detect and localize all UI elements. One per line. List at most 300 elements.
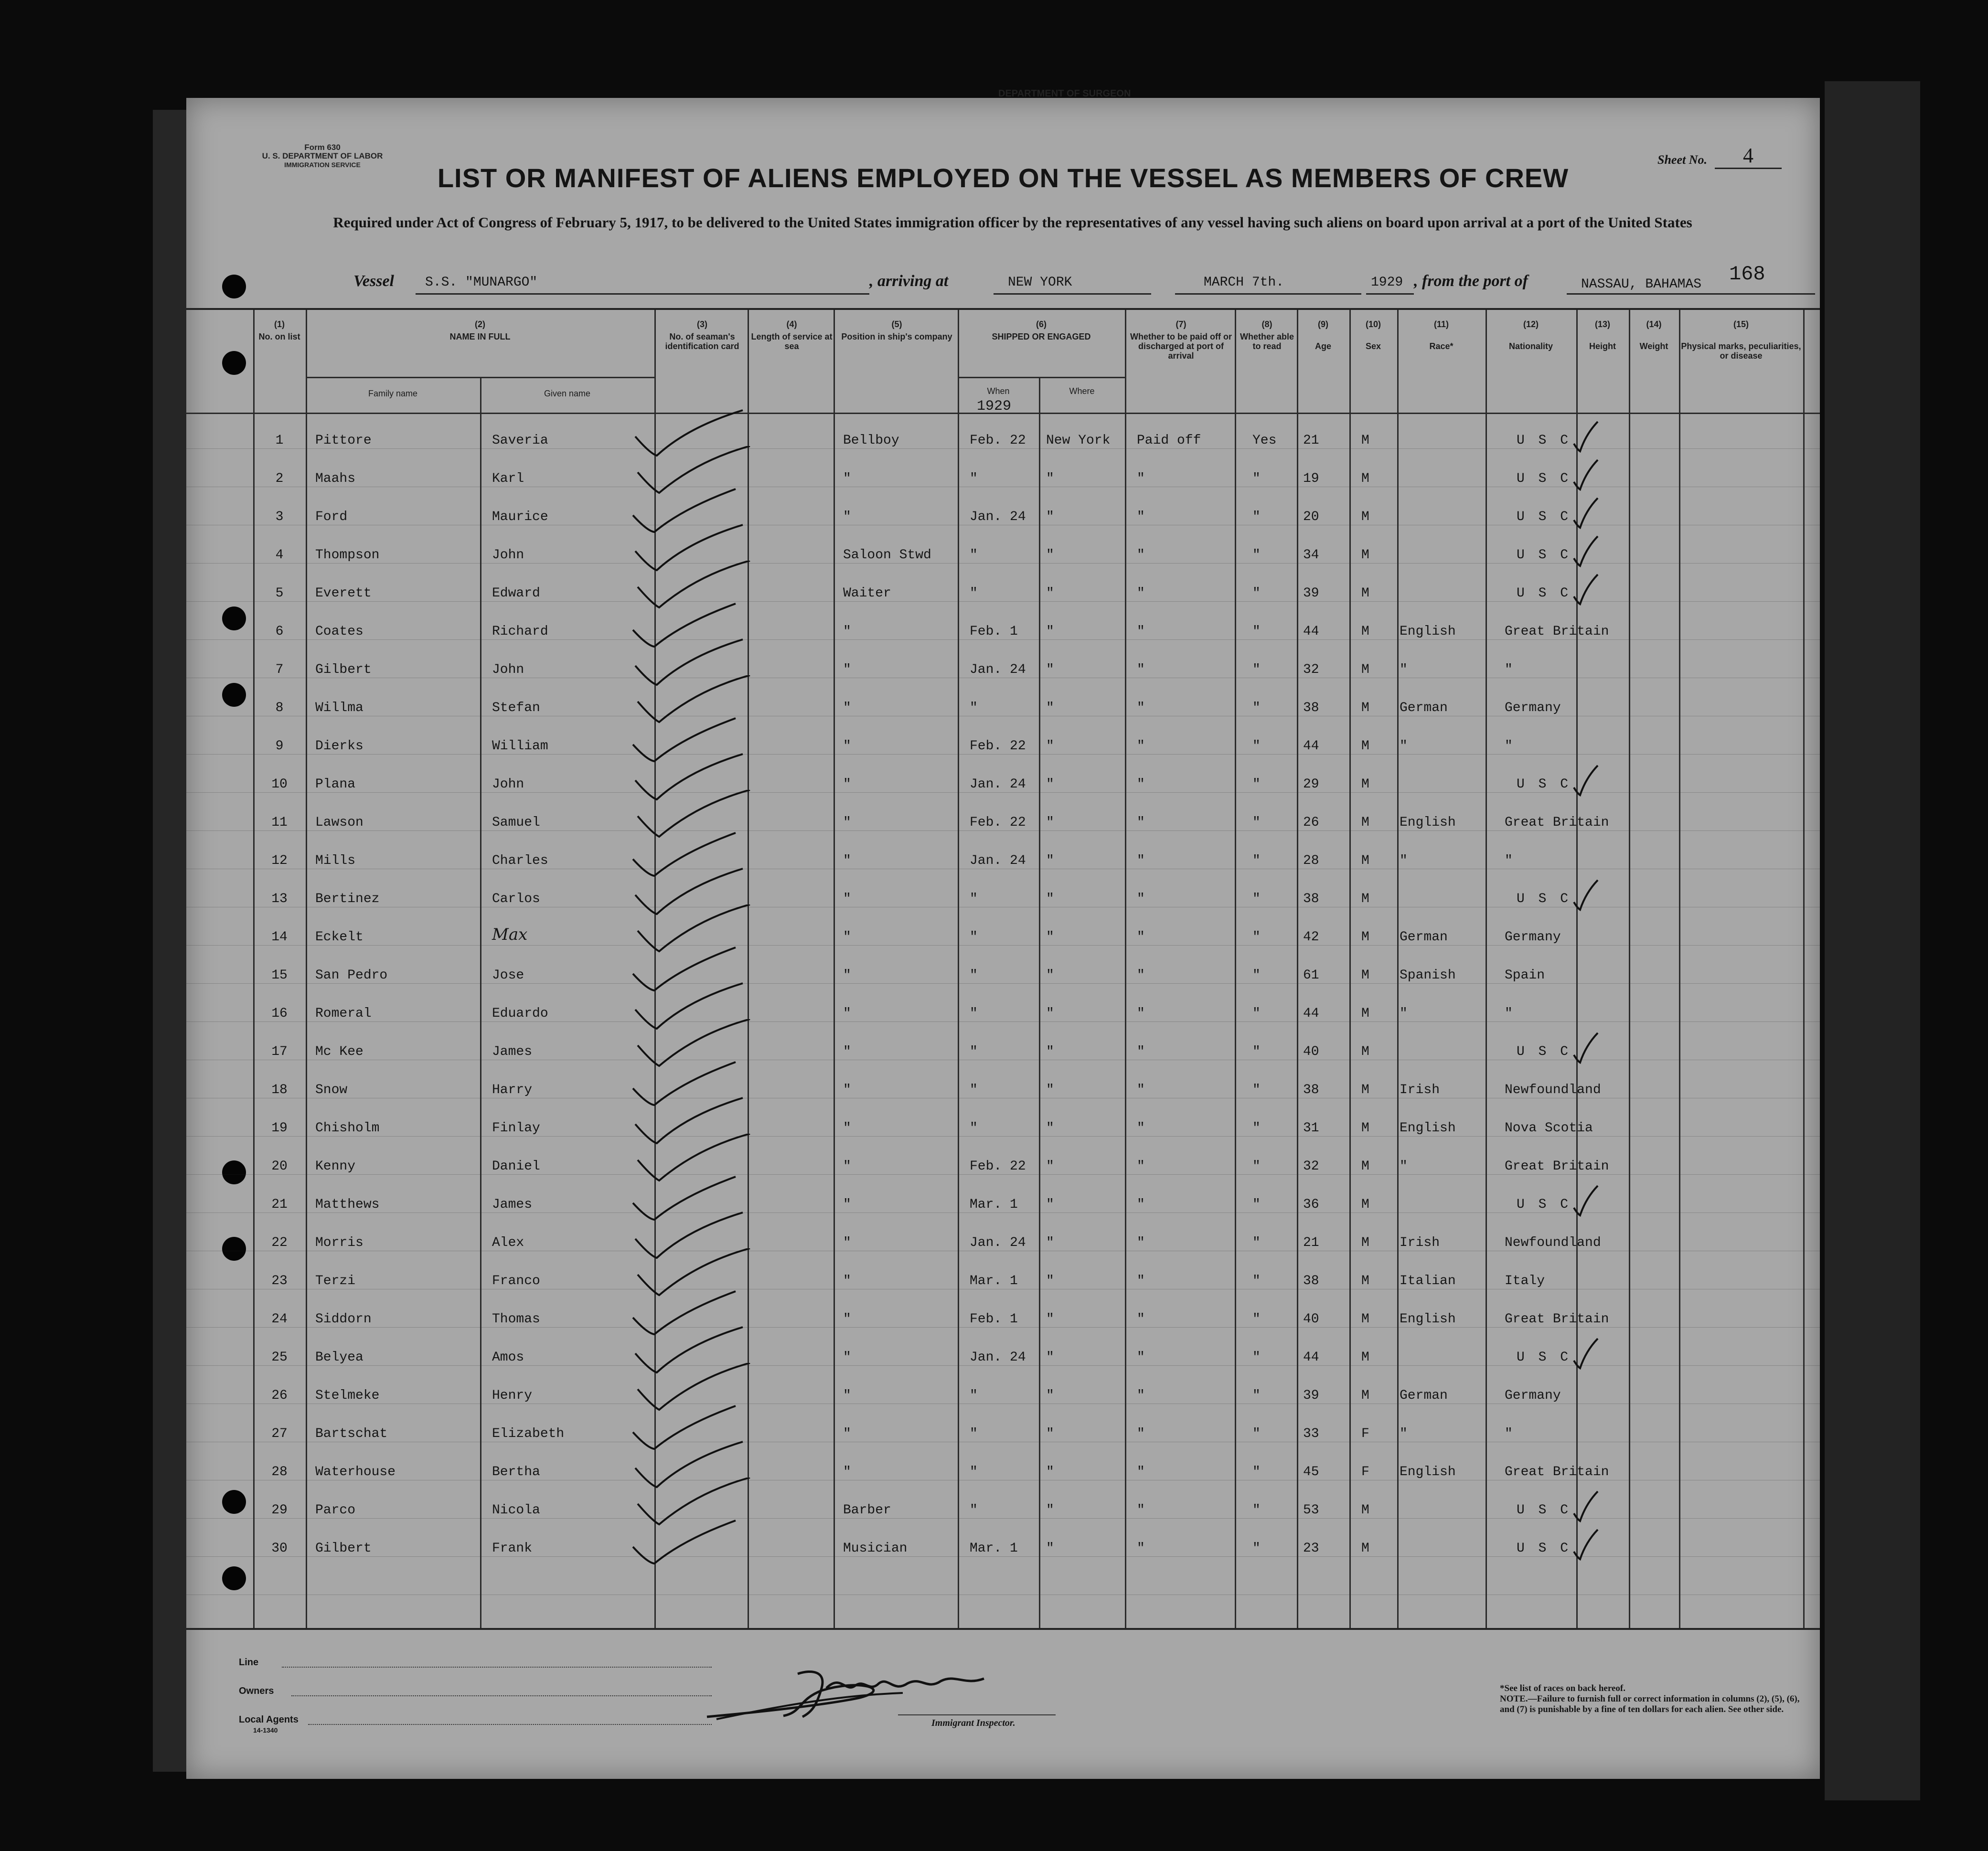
- paid-off-cell: ": [1137, 1121, 1145, 1136]
- table-row: [186, 1418, 1820, 1456]
- tick-mark-icon: [1571, 534, 1600, 568]
- able-to-read-cell: ": [1252, 1465, 1261, 1479]
- sex-cell: M: [1361, 853, 1369, 868]
- able-to-read-cell: ": [1252, 701, 1261, 715]
- shipped-when-cell: ": [970, 1083, 978, 1097]
- family-name-cell: Matthews: [315, 1197, 380, 1212]
- position-cell: ": [843, 1274, 851, 1288]
- nationality-cell: ": [1505, 1006, 1513, 1021]
- given-name-cell: Elizabeth: [492, 1426, 565, 1441]
- race-cell: Italian: [1400, 1274, 1456, 1288]
- nationality-cell: Italy: [1505, 1274, 1545, 1288]
- paid-off-cell: ": [1137, 815, 1145, 830]
- header-col-2-label: NAME IN FULL: [449, 332, 511, 341]
- sex-cell: M: [1361, 471, 1369, 486]
- race-cell: ": [1400, 662, 1408, 677]
- family-name-cell: Plana: [315, 777, 356, 792]
- row-number-cell: 15: [271, 968, 288, 983]
- nationality-cell: U S C: [1517, 510, 1571, 524]
- age-cell: 36: [1303, 1197, 1319, 1212]
- shipped-where-cell: ": [1046, 701, 1054, 715]
- paid-off-cell: ": [1137, 1235, 1145, 1250]
- vessel-label: Vessel: [353, 272, 394, 290]
- sex-cell: M: [1361, 701, 1369, 715]
- paid-off-cell: ": [1137, 853, 1145, 868]
- arrival-date-underline: [1175, 293, 1361, 295]
- tick-mark-icon: [1571, 1031, 1600, 1064]
- manifest-sheet: [186, 88, 1820, 1779]
- family-name-cell: Dierks: [315, 739, 363, 754]
- shipped-when-cell: Mar. 1: [970, 1274, 1018, 1288]
- sex-cell: F: [1361, 1465, 1369, 1479]
- family-name-cell: Maahs: [315, 471, 356, 486]
- family-name-cell: Willma: [315, 701, 363, 715]
- position-cell: ": [843, 1159, 851, 1174]
- family-name-cell: Eckelt: [315, 930, 363, 945]
- nationality-cell: Great Britain: [1505, 1159, 1609, 1174]
- shipped-where-cell: ": [1046, 1121, 1054, 1136]
- age-cell: 39: [1303, 586, 1319, 601]
- arriving-port-underline: [994, 293, 1151, 295]
- able-to-read-cell: ": [1252, 1197, 1261, 1212]
- age-cell: 39: [1303, 1388, 1319, 1403]
- row-number-cell: 23: [271, 1274, 288, 1288]
- shipped-where-cell: ": [1046, 853, 1054, 868]
- family-name-cell: Parco: [315, 1503, 356, 1518]
- nationality-cell: U S C: [1517, 1541, 1571, 1556]
- vessel-name: S.S. "MUNARGO": [425, 275, 538, 290]
- tick-mark-icon: [1571, 1184, 1600, 1217]
- paid-off-cell: ": [1137, 892, 1145, 906]
- shipped-when-cell: ": [970, 701, 978, 715]
- position-cell: ": [843, 662, 851, 677]
- given-name-cell: John: [492, 662, 524, 677]
- row-number-cell: 1: [275, 433, 284, 448]
- nationality-cell: U S C: [1517, 548, 1571, 563]
- shipped-when-cell: Mar. 1: [970, 1541, 1018, 1556]
- family-name-cell: Romeral: [315, 1006, 372, 1021]
- header-col-5-label: Position in ship's company: [841, 332, 952, 341]
- header-col-14-number: (14): [1646, 319, 1662, 329]
- position-cell: ": [843, 892, 851, 906]
- age-cell: 44: [1303, 624, 1319, 639]
- paid-off-cell: ": [1137, 1159, 1145, 1174]
- sex-cell: M: [1361, 1121, 1369, 1136]
- nationality-cell: Great Britain: [1505, 1465, 1609, 1479]
- family-name-cell: Thompson: [315, 548, 380, 563]
- given-name-cell: Max: [492, 925, 528, 944]
- age-cell: 34: [1303, 548, 1319, 563]
- sex-cell: M: [1361, 624, 1369, 639]
- sex-cell: M: [1361, 892, 1369, 906]
- paid-off-cell: ": [1137, 777, 1145, 792]
- able-to-read-cell: Yes: [1252, 433, 1277, 448]
- nationality-cell: U S C: [1517, 433, 1571, 448]
- table-row: [186, 1189, 1820, 1227]
- row-number-cell: 8: [275, 701, 284, 715]
- row-number-cell: 21: [271, 1197, 288, 1212]
- able-to-read-cell: ": [1252, 471, 1261, 486]
- paid-off-cell: ": [1137, 1197, 1145, 1212]
- shipped-where-cell: ": [1046, 1274, 1054, 1288]
- shipped-when-cell: Jan. 24: [970, 777, 1026, 792]
- shipped-when-cell: ": [970, 1006, 978, 1021]
- sex-cell: M: [1361, 1006, 1369, 1021]
- row-number-cell: 2: [275, 471, 284, 486]
- from-port-underline: [1567, 293, 1815, 295]
- shipped-when-cell: ": [970, 1465, 978, 1479]
- nationality-cell: Nova Scotia: [1505, 1121, 1593, 1136]
- paid-off-cell: ": [1137, 1503, 1145, 1518]
- shipped-where-cell: ": [1046, 968, 1054, 983]
- vessel-line: [186, 272, 1820, 298]
- nationality-cell: Newfoundland: [1505, 1235, 1601, 1250]
- sex-cell: M: [1361, 662, 1369, 677]
- position-cell: Bellboy: [843, 433, 899, 448]
- shipped-where-cell: ": [1046, 815, 1054, 830]
- able-to-read-cell: ": [1252, 510, 1261, 524]
- arrival-year-underline: [1366, 293, 1414, 295]
- table-row: [186, 616, 1820, 654]
- table-row: [186, 1150, 1820, 1189]
- age-cell: 31: [1303, 1121, 1319, 1136]
- table-row: [186, 654, 1820, 692]
- table-row: [186, 463, 1820, 501]
- position-cell: ": [843, 1083, 851, 1097]
- header-col-4-number: (4): [786, 319, 797, 329]
- header-col-1-number: (1): [274, 319, 285, 329]
- shipped-when-cell: ": [970, 471, 978, 486]
- family-name-cell: Morris: [315, 1235, 363, 1250]
- race-cell: Spanish: [1400, 968, 1456, 983]
- family-name-cell: Ford: [315, 510, 348, 524]
- shipped-where-cell: ": [1046, 1235, 1054, 1250]
- age-cell: 28: [1303, 853, 1319, 868]
- shipped-when-cell: ": [970, 1121, 978, 1136]
- able-to-read-cell: ": [1252, 1235, 1261, 1250]
- shipped-when-cell: Feb. 22: [970, 815, 1026, 830]
- paid-off-cell: ": [1137, 930, 1145, 945]
- given-name-cell: James: [492, 1044, 533, 1059]
- shipped-when-cell: ": [970, 968, 978, 983]
- manifest-number: 168: [1729, 263, 1765, 286]
- race-cell: English: [1400, 1312, 1456, 1327]
- owners-label: Owners: [239, 1686, 274, 1696]
- vessel-name-underline: [416, 293, 869, 295]
- header-col-15: [1679, 319, 1803, 361]
- position-cell: ": [843, 1350, 851, 1365]
- shipped-when-cell: Feb. 22: [970, 1159, 1026, 1174]
- given-name-cell: Saveria: [492, 433, 548, 448]
- tick-mark-icon: [1571, 1489, 1600, 1523]
- race-cell: German: [1400, 701, 1448, 715]
- shipped-where-cell: ": [1046, 1503, 1054, 1518]
- check-mark-icon: [631, 1516, 759, 1568]
- able-to-read-cell: ": [1252, 1388, 1261, 1403]
- owners-field: [291, 1695, 712, 1696]
- given-name-cell: Henry: [492, 1388, 533, 1403]
- nationality-cell: U S C: [1517, 1350, 1571, 1365]
- arrival-date: MARCH 7th.: [1204, 275, 1284, 290]
- shipped-where-cell: ": [1046, 1465, 1054, 1479]
- position-cell: ": [843, 471, 851, 486]
- age-cell: 40: [1303, 1044, 1319, 1059]
- nationality-cell: U S C: [1517, 777, 1571, 792]
- row-number-cell: 18: [271, 1083, 288, 1097]
- sex-cell: M: [1361, 1350, 1369, 1365]
- position-cell: ": [843, 1121, 851, 1136]
- row-number-cell: 29: [271, 1503, 288, 1518]
- family-name-cell: Waterhouse: [315, 1465, 396, 1479]
- able-to-read-cell: ": [1252, 968, 1261, 983]
- shipped-where-cell: ": [1046, 1006, 1054, 1021]
- sex-cell: M: [1361, 930, 1369, 945]
- header-col-13: [1576, 319, 1629, 351]
- position-cell: ": [843, 510, 851, 524]
- able-to-read-cell: ": [1252, 1121, 1261, 1136]
- paid-off-cell: ": [1137, 1083, 1145, 1097]
- position-cell: Musician: [843, 1541, 908, 1556]
- row-number-cell: 25: [271, 1350, 288, 1365]
- family-name-cell: Bartschat: [315, 1426, 388, 1441]
- header-col-10: [1349, 319, 1397, 351]
- given-name-cell: Alex: [492, 1235, 524, 1250]
- family-name-cell: Gilbert: [315, 662, 372, 677]
- shipped-where-cell: ": [1046, 548, 1054, 563]
- given-name-cell: Eduardo: [492, 1006, 548, 1021]
- header-col-6-label: SHIPPED OR ENGAGED: [992, 332, 1091, 341]
- header-col-4-label: Length of service at sea: [751, 332, 833, 351]
- paid-off-cell: ": [1137, 701, 1145, 715]
- header-col-9-label: Age: [1315, 341, 1331, 351]
- age-cell: 44: [1303, 1350, 1319, 1365]
- family-name-cell: Mc Kee: [315, 1044, 363, 1059]
- position-cell: ": [843, 853, 851, 868]
- row-number-cell: 19: [271, 1121, 288, 1136]
- row-number-cell: 16: [271, 1006, 288, 1021]
- shipped-where-cell: ": [1046, 1541, 1054, 1556]
- department-name: U. S. DEPARTMENT OF LABOR: [262, 151, 383, 160]
- given-name-cell: Bertha: [492, 1465, 540, 1479]
- header-col-9-number: (9): [1318, 319, 1328, 329]
- table-row: [186, 1341, 1820, 1380]
- age-cell: 38: [1303, 1083, 1319, 1097]
- race-cell: ": [1400, 739, 1408, 754]
- race-cell: English: [1400, 815, 1456, 830]
- form-code: 14-1340: [253, 1726, 278, 1734]
- row-number-cell: 10: [271, 777, 288, 792]
- service-name: IMMIGRATION SERVICE: [284, 161, 361, 169]
- shipped-where-cell: ": [1046, 930, 1054, 945]
- table-row: [186, 807, 1820, 845]
- family-name-cell: Terzi: [315, 1274, 356, 1288]
- sheet-number-label: Sheet No.: [1657, 153, 1707, 167]
- age-cell: 44: [1303, 1006, 1319, 1021]
- row-number-cell: 7: [275, 662, 284, 677]
- header-col-10-label: Sex: [1365, 341, 1381, 351]
- local-agents-label: Local Agents: [239, 1714, 299, 1725]
- paid-off-cell: ": [1137, 1426, 1145, 1441]
- able-to-read-cell: ": [1252, 624, 1261, 639]
- position-cell: ": [843, 1312, 851, 1327]
- able-to-read-cell: ": [1252, 892, 1261, 906]
- header-col-11-label: Race*: [1429, 341, 1454, 351]
- top-stamp: DEPARTMENT OF SURGEON: [998, 88, 1131, 99]
- footer-notes: [1500, 1683, 1815, 1715]
- nationality-cell: Spain: [1505, 968, 1545, 983]
- able-to-read-cell: ": [1252, 1312, 1261, 1327]
- header-col-6-number: (6): [1036, 319, 1047, 329]
- table-row: [186, 1532, 1820, 1571]
- age-cell: 21: [1303, 433, 1319, 448]
- row-number-cell: 30: [271, 1541, 288, 1556]
- header-col-10-number: (10): [1365, 319, 1381, 329]
- sex-cell: F: [1361, 1426, 1369, 1441]
- tick-mark-icon: [1571, 1528, 1600, 1561]
- sheet-number-value: 4: [1715, 143, 1782, 169]
- position-cell: ": [843, 1006, 851, 1021]
- position-cell: Waiter: [843, 586, 891, 601]
- tick-mark-icon: [1571, 573, 1600, 606]
- header-col-2: [306, 319, 654, 341]
- paid-off-cell: ": [1137, 662, 1145, 677]
- position-cell: Barber: [843, 1503, 891, 1518]
- header-col-12-label: Nationality: [1508, 341, 1553, 351]
- shipped-where-cell: ": [1046, 662, 1054, 677]
- given-name-cell: Daniel: [492, 1159, 540, 1174]
- scan-border-left-strip: [153, 110, 186, 1772]
- row-number-cell: 5: [275, 586, 284, 601]
- able-to-read-cell: ": [1252, 1541, 1261, 1556]
- family-name-cell: Chisholm: [315, 1121, 380, 1136]
- tick-mark-icon: [1571, 764, 1600, 797]
- table-row: [186, 577, 1820, 616]
- header-col-15-label: Physical marks, peculiarities, or disease: [1681, 341, 1801, 361]
- form-number: Form 630: [304, 143, 341, 152]
- given-name-cell: John: [492, 777, 524, 792]
- given-name-cell: Thomas: [492, 1312, 540, 1327]
- local-agents-field: [308, 1724, 712, 1725]
- family-name-cell: Siddorn: [315, 1312, 372, 1327]
- sex-cell: M: [1361, 968, 1369, 983]
- family-name-cell: Mills: [315, 853, 356, 868]
- age-cell: 23: [1303, 1541, 1319, 1556]
- position-cell: ": [843, 1388, 851, 1403]
- table-row: [186, 1456, 1820, 1494]
- shipped-where-cell: ": [1046, 1159, 1054, 1174]
- nationality-cell: U S C: [1517, 471, 1571, 486]
- nationality-cell: Great Britain: [1505, 1312, 1609, 1327]
- age-cell: 38: [1303, 701, 1319, 715]
- row-number-cell: 28: [271, 1465, 288, 1479]
- position-cell: ": [843, 624, 851, 639]
- header-col-14: [1629, 319, 1679, 351]
- family-name-cell: Bertinez: [315, 892, 380, 906]
- shipped-when-cell: Feb. 22: [970, 739, 1026, 754]
- tick-mark-icon: [1571, 458, 1600, 491]
- shipped-where-cell: ": [1046, 1083, 1054, 1097]
- race-cell: English: [1400, 624, 1456, 639]
- shipped-subheader-rule: [958, 377, 1125, 378]
- row-number-cell: 20: [271, 1159, 288, 1174]
- family-name-cell: Gilbert: [315, 1541, 372, 1556]
- header-family-name: Family name: [368, 389, 418, 398]
- row-number-cell: 14: [271, 930, 288, 945]
- paid-off-cell: ": [1137, 624, 1145, 639]
- paid-off-cell: Paid off: [1137, 433, 1201, 448]
- header-col-9: [1297, 319, 1349, 351]
- race-cell: Irish: [1400, 1235, 1440, 1250]
- nationality-cell: ": [1505, 853, 1513, 868]
- sex-cell: M: [1361, 1503, 1369, 1518]
- shipped-when-cell: ": [970, 586, 978, 601]
- family-name-cell: Belyea: [315, 1350, 363, 1365]
- position-cell: ": [843, 739, 851, 754]
- able-to-read-cell: ": [1252, 815, 1261, 830]
- header-col-1: [253, 319, 306, 341]
- header-col-3: [657, 319, 748, 351]
- nationality-cell: U S C: [1517, 1044, 1571, 1059]
- shipped-when-cell: ": [970, 1503, 978, 1518]
- line-field: [282, 1667, 712, 1668]
- row-number-cell: 24: [271, 1312, 288, 1327]
- row-number-cell: 9: [275, 739, 284, 754]
- position-cell: Saloon Stwd: [843, 548, 931, 563]
- family-name-cell: Snow: [315, 1083, 348, 1097]
- given-name-cell: Edward: [492, 586, 540, 601]
- shipped-when-cell: ": [970, 548, 978, 563]
- inspector-signature: [702, 1660, 989, 1726]
- family-name-cell: Coates: [315, 624, 363, 639]
- arriving-label: , arriving at: [869, 272, 949, 290]
- shipped-when-cell: Jan. 24: [970, 662, 1026, 677]
- able-to-read-cell: ": [1252, 548, 1261, 563]
- given-name-cell: Richard: [492, 624, 548, 639]
- race-note: *See list of races on back hereof.: [1500, 1683, 1625, 1693]
- row-number-cell: 22: [271, 1235, 288, 1250]
- age-cell: 38: [1303, 1274, 1319, 1288]
- paid-off-cell: ": [1137, 739, 1145, 754]
- header-col-2-number: (2): [475, 319, 485, 329]
- able-to-read-cell: ": [1252, 1159, 1261, 1174]
- tick-mark-icon: [1571, 1337, 1600, 1370]
- nationality-cell: U S C: [1517, 586, 1571, 601]
- shipped-when-cell: ": [970, 892, 978, 906]
- row-number-cell: 27: [271, 1426, 288, 1441]
- header-col-8-number: (8): [1261, 319, 1272, 329]
- shipped-when-cell: Jan. 24: [970, 853, 1026, 868]
- race-cell: ": [1400, 1159, 1408, 1174]
- paid-off-cell: ": [1137, 968, 1145, 983]
- shipped-when-cell: ": [970, 1388, 978, 1403]
- nationality-cell: Germany: [1505, 701, 1561, 715]
- nationality-cell: Germany: [1505, 930, 1561, 945]
- paid-off-cell: ": [1137, 510, 1145, 524]
- nationality-cell: U S C: [1517, 892, 1571, 906]
- able-to-read-cell: ": [1252, 1006, 1261, 1021]
- position-cell: ": [843, 777, 851, 792]
- able-to-read-cell: ": [1252, 777, 1261, 792]
- sex-cell: M: [1361, 510, 1369, 524]
- tick-mark-icon: [1571, 496, 1600, 530]
- sex-cell: M: [1361, 1312, 1369, 1327]
- shipped-where-cell: ": [1046, 510, 1054, 524]
- shipped-when-cell: Feb. 22: [970, 433, 1026, 448]
- race-cell: English: [1400, 1465, 1456, 1479]
- sex-cell: M: [1361, 739, 1369, 754]
- shipped-where-cell: ": [1046, 586, 1054, 601]
- given-name-cell: Nicola: [492, 1503, 540, 1518]
